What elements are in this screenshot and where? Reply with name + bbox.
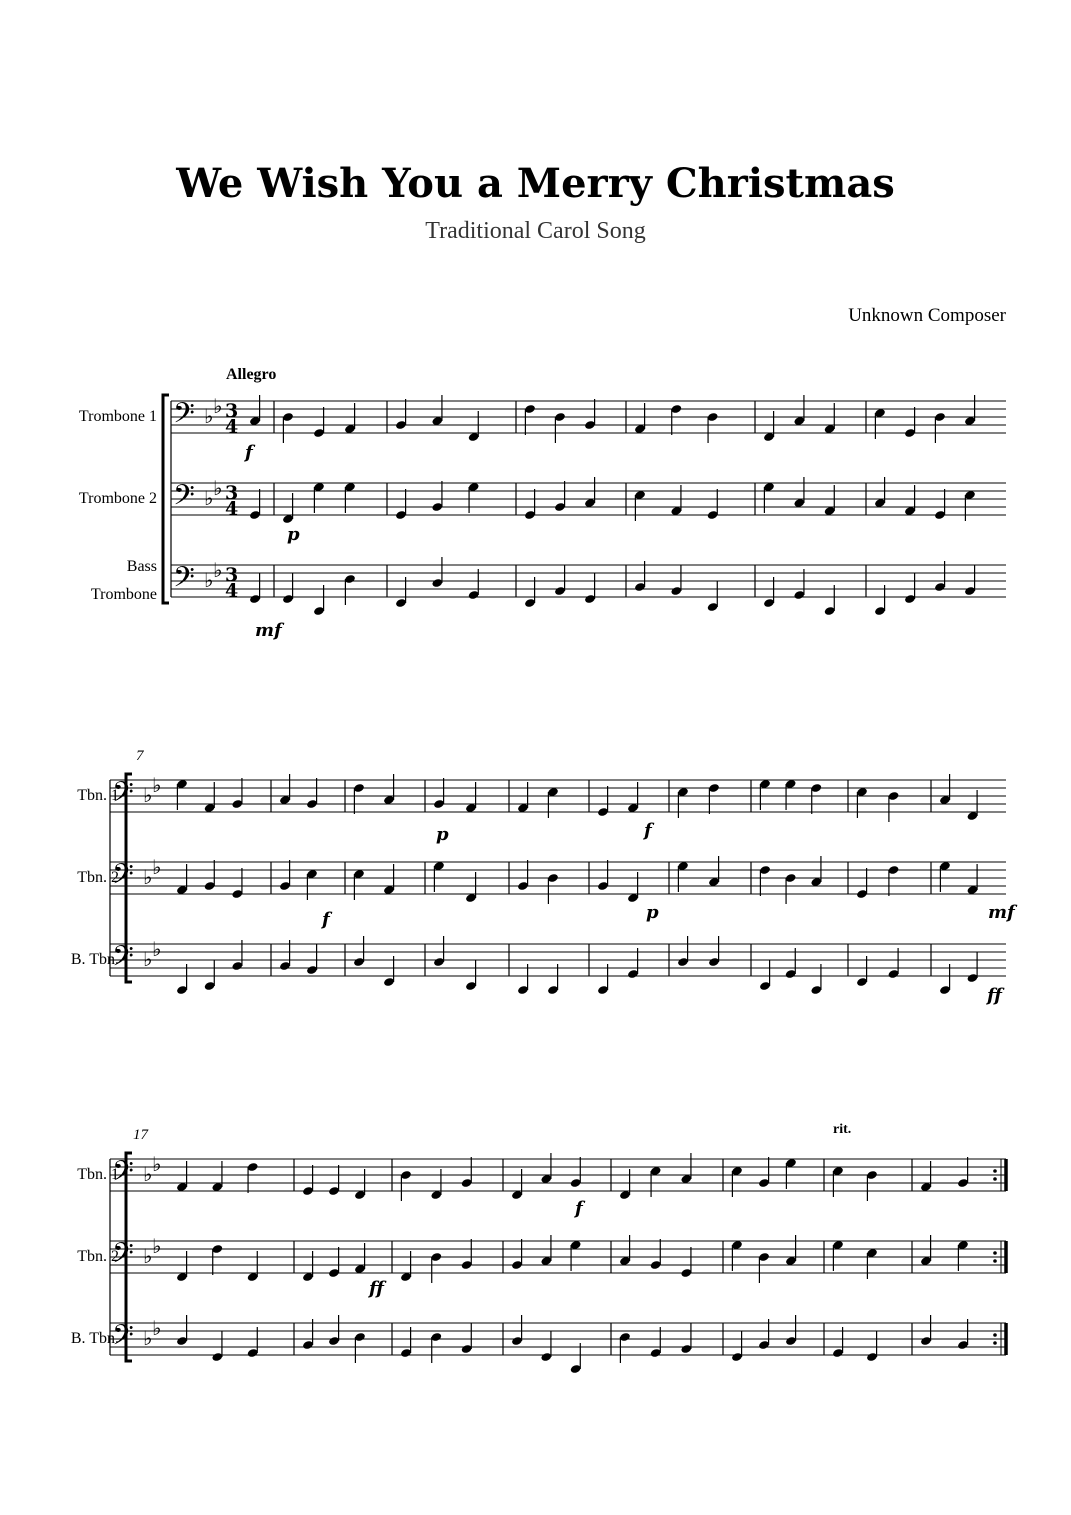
time-signature-numerator: 3 bbox=[225, 400, 239, 422]
repeat-dot bbox=[993, 1333, 997, 1337]
instrument-label-tbn2-s3: Tbn. 2 bbox=[77, 1248, 119, 1265]
dynamic-marking: f bbox=[245, 442, 253, 463]
instrument-label-tbn2-s2: Tbn. 2 bbox=[77, 869, 119, 886]
repeat-dot bbox=[993, 1251, 997, 1255]
bass-clef-icon: 𝄢 bbox=[112, 776, 134, 816]
dynamic-marking: mf bbox=[255, 620, 282, 641]
measure-number-7: 7 bbox=[136, 748, 144, 764]
instrument-label-bass-line1: Bass bbox=[126, 558, 157, 575]
measure-number-17: 17 bbox=[133, 1127, 148, 1143]
bass-clef-icon: 𝄢 bbox=[173, 561, 195, 601]
repeat-dot bbox=[993, 1169, 997, 1173]
flat-icon: ♭ bbox=[213, 558, 223, 582]
score-title: We Wish You a Merry Christmas bbox=[176, 160, 895, 207]
bass-clef-icon: 𝄢 bbox=[173, 397, 195, 437]
flat-icon: ♭ bbox=[152, 855, 162, 879]
flat-icon: ♭ bbox=[143, 783, 153, 807]
instrument-label-tbn1-s2: Tbn. 1 bbox=[77, 787, 119, 804]
flat-icon: ♭ bbox=[152, 773, 162, 797]
bass-clef-icon: 𝄢 bbox=[173, 479, 195, 519]
flat-icon: ♭ bbox=[152, 1234, 162, 1258]
flat-icon: ♭ bbox=[213, 394, 223, 418]
flat-icon: ♭ bbox=[204, 404, 214, 428]
bass-clef-icon: 𝄢 bbox=[112, 1155, 134, 1195]
bass-clef-icon: 𝄢 bbox=[112, 1237, 134, 1277]
instrument-label-bass-line2: Trombone bbox=[90, 586, 157, 603]
dynamic-marking: p bbox=[287, 524, 300, 545]
dynamic-marking: ff bbox=[369, 1278, 384, 1299]
tempo-marking: Allegro bbox=[226, 366, 277, 383]
time-signature-denominator: 4 bbox=[225, 580, 239, 602]
dynamic-marking: f bbox=[644, 820, 652, 841]
flat-icon: ♭ bbox=[204, 568, 214, 592]
composer: Unknown Composer bbox=[848, 305, 1006, 326]
flat-icon: ♭ bbox=[143, 865, 153, 889]
bass-clef-icon: 𝄢 bbox=[112, 1319, 134, 1359]
time-signature-denominator: 4 bbox=[225, 416, 239, 438]
flat-icon: ♭ bbox=[143, 947, 153, 971]
dynamic-marking: mf bbox=[988, 902, 1015, 923]
flat-icon: ♭ bbox=[152, 1316, 162, 1340]
time-signature-denominator: 4 bbox=[225, 498, 239, 520]
flat-icon: ♭ bbox=[152, 1152, 162, 1176]
time-signature-numerator: 3 bbox=[225, 564, 239, 586]
ritardando-marking: rit. bbox=[833, 1122, 852, 1137]
flat-icon: ♭ bbox=[143, 1162, 153, 1186]
flat-icon: ♭ bbox=[213, 476, 223, 500]
repeat-dot bbox=[993, 1259, 997, 1263]
dynamic-marking: p bbox=[436, 824, 449, 845]
repeat-dot bbox=[993, 1341, 997, 1345]
instrument-label-trombone-1: Trombone 1 bbox=[78, 408, 157, 425]
instrument-label-btbn-s3: B. Tbn. bbox=[70, 1330, 119, 1347]
bass-clef-icon: 𝄢 bbox=[112, 940, 134, 980]
flat-icon: ♭ bbox=[143, 1244, 153, 1268]
instrument-label-trombone-2: Trombone 2 bbox=[78, 490, 157, 507]
bass-clef-icon: 𝄢 bbox=[112, 858, 134, 898]
dynamic-marking: p bbox=[646, 902, 659, 923]
flat-icon: ♭ bbox=[152, 937, 162, 961]
flat-icon: ♭ bbox=[204, 486, 214, 510]
flat-icon: ♭ bbox=[143, 1326, 153, 1350]
instrument-label-btbn-s2: B. Tbn. bbox=[70, 951, 119, 968]
time-signature-numerator: 3 bbox=[225, 482, 239, 504]
repeat-dot bbox=[993, 1177, 997, 1181]
dynamic-marking: ff bbox=[987, 985, 1002, 1006]
dynamic-marking: f bbox=[575, 1198, 583, 1219]
system-bracket bbox=[163, 395, 169, 603]
score-subtitle: Traditional Carol Song bbox=[425, 218, 646, 244]
instrument-label-tbn1-s3: Tbn. 1 bbox=[77, 1166, 119, 1183]
dynamic-marking: f bbox=[322, 909, 330, 930]
